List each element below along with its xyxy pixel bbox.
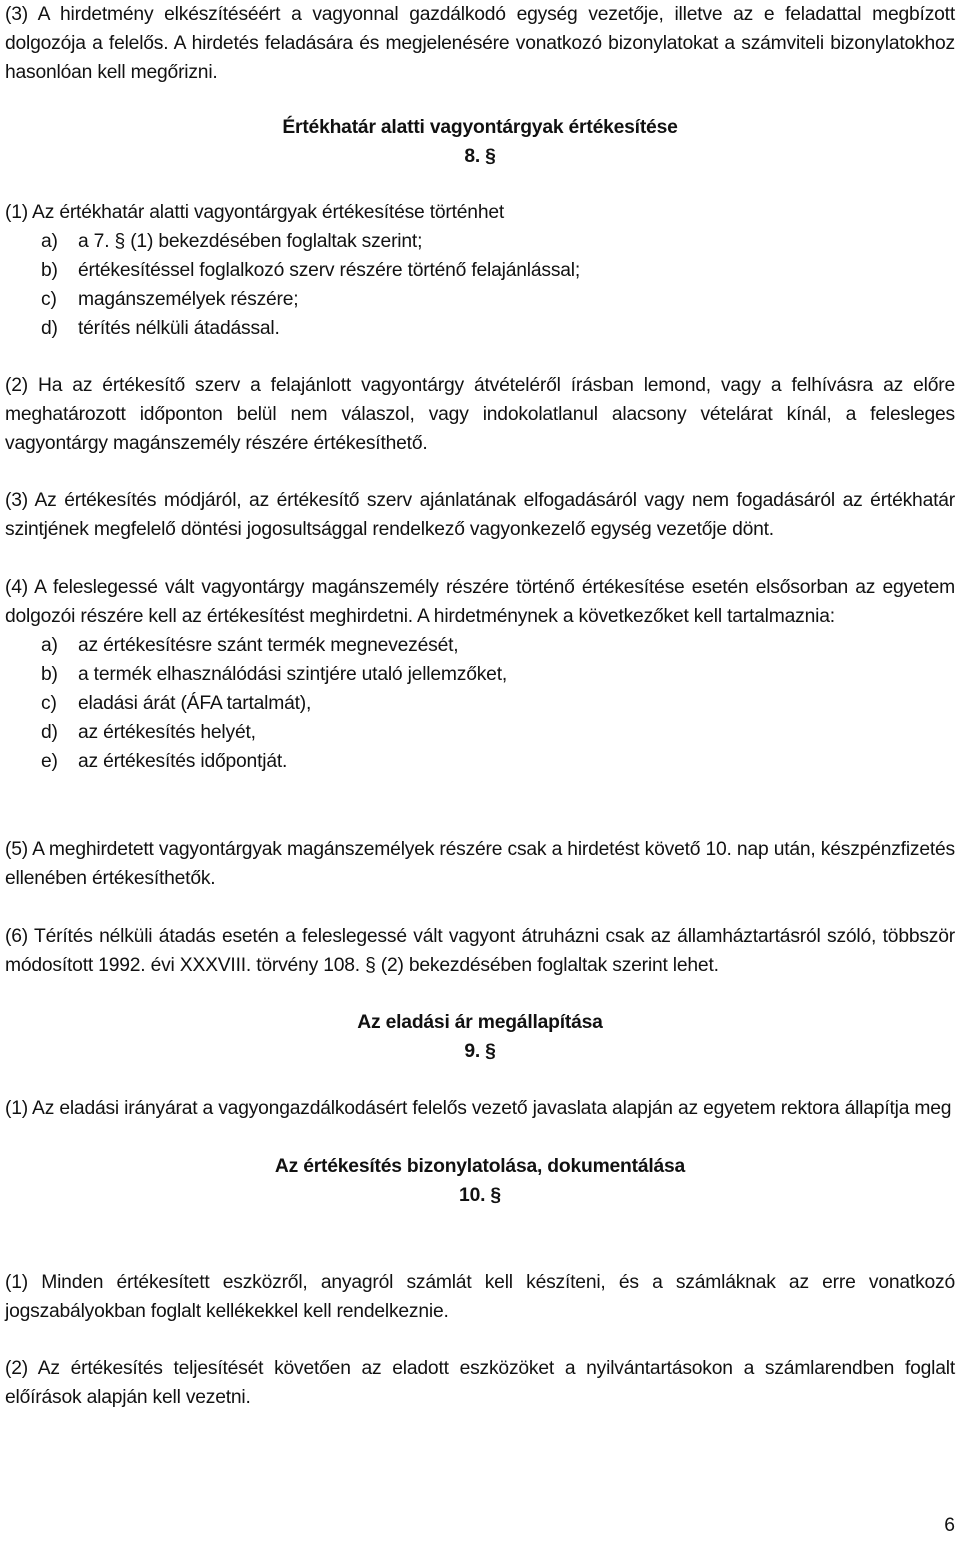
paragraph-text: (2) Az értékesítés teljesítését követően az eladott eszközöket a nyilvántartásokon a számlarendben foglalt előírások alapján kell vezetni. — [5, 1358, 955, 1408]
section-8-paragraph-1 — [5, 198, 955, 343]
list-item-text: az értékesítésre szánt termék megnevezését, — [78, 635, 459, 656]
list-marker: e) — [41, 751, 58, 772]
list-marker: d) — [41, 318, 58, 339]
list-item-text: az értékesítés helyét, — [78, 722, 256, 743]
list-marker: b) — [41, 664, 58, 685]
paragraph-text: (3) A hirdetmény elkészítéséért a vagyonnal gazdálkodó egység vezetője, illetve az e feladattal megbízott dolgozója a felelős. A hirdetés feladására és megjelenésére vonatkozó bizonylatokat a számviteli bizonylatokhoz hasonlóan kell megőrizni. — [5, 4, 955, 83]
page-number: 6 — [944, 1515, 955, 1536]
list-marker: b) — [41, 260, 58, 281]
section-8-paragraph-5 — [5, 835, 955, 893]
paragraph-text: (1) Az eladási irányárat a vagyongazdálkodásért felelős vezető javaslata alapján az egyetem rektora állapítja meg — [5, 1098, 952, 1119]
list-item — [5, 747, 955, 776]
list-marker: d) — [41, 722, 58, 743]
section-8-heading — [5, 113, 955, 171]
section-10-paragraph-1 — [5, 1268, 955, 1326]
section-10-paragraph-2 — [5, 1354, 955, 1412]
paragraph-intro: (4) A feleslegessé vált vagyontárgy magánszemély részére történő értékesítése esetén elsősorban az egyetem dolgozói részére kell az értékesítést meghirdetni. A hirdetménynek a következőket kell tartalmaznia: — [5, 577, 955, 627]
list-item-text: magánszemélyek részére; — [78, 289, 299, 310]
list-item-text: a 7. § (1) bekezdésében foglaltak szerint; — [78, 231, 423, 252]
paragraph-text: (5) A meghirdetett vagyontárgyak magánszemélyek részére csak a hirdetést követő 10. nap után, készpénzfizetés ellenében értékesíthetők. — [5, 839, 955, 889]
list-item-text: a termék elhasználódási szintjére utaló jellemzőket, — [78, 664, 508, 685]
list-marker: a) — [41, 635, 58, 656]
section-title: Az eladási ár megállapítása — [357, 1012, 603, 1033]
list-item-text: eladási árát (ÁFA tartalmát), — [78, 693, 312, 714]
section-8-paragraph-4 — [5, 573, 955, 776]
section-9-paragraph-1 — [5, 1094, 955, 1123]
list-item — [5, 314, 955, 343]
enumerated-list — [5, 227, 955, 343]
list-item-text: értékesítéssel foglalkozó szerv részére történő felajánlással; — [78, 260, 581, 281]
list-item — [5, 718, 955, 747]
list-marker: a) — [41, 231, 58, 252]
list-item — [5, 256, 955, 285]
section-8-paragraph-6 — [5, 922, 955, 980]
paragraph-text: (2) Ha az értékesítő szerv a felajánlott vagyontárgy átvételéről írásban lemond, vagy a felhívásra az előre meghatározott időponton belül nem válaszol, vagy indokolatlanul alacsony vételárat kínál, a felesleges vagyontárgy magánszemély részére értékesíthető. — [5, 375, 955, 454]
section-number: 8. § — [464, 146, 496, 167]
list-item — [5, 660, 955, 689]
section-title: Értékhatár alatti vagyontárgyak értékesítése — [282, 117, 678, 138]
list-item — [5, 631, 955, 660]
list-marker: c) — [41, 693, 57, 714]
section-10-heading — [5, 1152, 955, 1210]
paragraph-text: (6) Térítés nélküli átadás esetén a feleslegessé vált vagyont átruházni csak az államháztartásról szóló, többször módosított 1992. évi XXXVIII. törvény 108. § (2) bekezdésében foglaltak szerint lehet. — [5, 926, 955, 976]
paragraph-text: (1) Minden értékesített eszközről, anyagról számlát kell készíteni, és a számláknak az erre vonatkozó jogszabályokban foglalt kellékekkel kell rendelkeznie. — [5, 1272, 955, 1322]
list-marker: c) — [41, 289, 57, 310]
paragraph-text: (3) Az értékesítés módjáról, az értékesítő szerv ajánlatának elfogadásáról vagy nem fogadásáról az értékhatár szintjének megfelelő döntési jogosultsággal rendelkező vagyonkezelő egység vezetője dönt. — [5, 490, 955, 540]
section-number: 9. § — [464, 1041, 496, 1062]
section-8-paragraph-3 — [5, 486, 955, 544]
list-item — [5, 227, 955, 256]
list-item-text: az értékesítés időpontját. — [78, 751, 288, 772]
section-9-heading — [5, 1008, 955, 1066]
section-8-paragraph-2 — [5, 371, 955, 458]
paragraph-intro: (1) Az értékhatár alatti vagyontárgyak értékesítése történhet — [5, 202, 505, 223]
list-item-text: térítés nélküli átadással. — [78, 318, 280, 339]
enumerated-list — [5, 631, 955, 776]
intro-paragraph-3 — [5, 0, 955, 87]
section-title: Az értékesítés bizonylatolása, dokumentálása — [274, 1156, 686, 1177]
section-number: 10. § — [459, 1185, 501, 1206]
list-item — [5, 285, 955, 314]
list-item — [5, 689, 955, 718]
